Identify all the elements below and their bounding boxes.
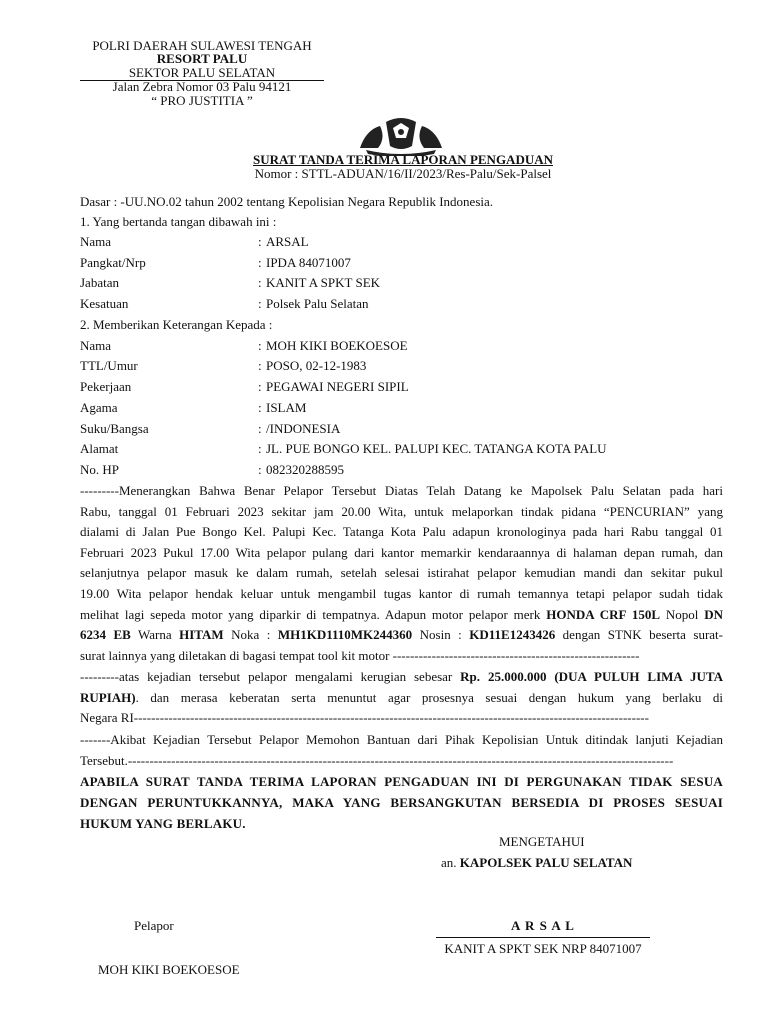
narrative-paragraph: [80, 481, 723, 666]
header-motto: “ PRO JUSTITIA ”: [151, 93, 253, 108]
field-label: No. HP: [80, 462, 120, 477]
field-value: KANIT A SPKT SEK: [266, 275, 381, 290]
loss-text: . dan merasa keberatan serta menuntut agar prosesnya sesuai dengan hukum yang berlaku di: [135, 689, 723, 705]
narrative-line: Februari 2023 Pukul 17.00 Wita pelapor pulang dari kantor memarkir kendaraannya di halaman depan rumah, dan: [80, 544, 723, 560]
officer-title: KANIT A SPKT SEK NRP 84071007: [444, 941, 642, 956]
header-resort-line: RESORT PALU: [156, 51, 248, 66]
loss-amount: Rp. 25.000.000 (DUA PULUH LIMA JUTA: [460, 669, 723, 684]
acknowledged-label: MENGETAHUI: [499, 834, 585, 849]
header-address: Jalan Zebra Nomor 03 Palu 94121: [112, 79, 292, 94]
header-polri-line: POLRI DAERAH SULAWESI TENGAH: [92, 38, 312, 53]
narrative-text: Noka :: [223, 627, 278, 643]
reporter-name: MOH KIKI BOEKOESOE: [98, 962, 240, 977]
narrative-text: Nopol: [660, 606, 705, 622]
loss-line: Negara RI-----------------------------------------------------------------------------------------------------------------------: [80, 710, 649, 726]
field-colon: :: [258, 234, 262, 249]
narrative-text: melihat lagi sepeda motor yang diparkir di tempatnya. Adapun motor pelapor merk: [80, 606, 547, 622]
field-value: PEGAWAI NEGERI SIPIL: [266, 379, 409, 394]
police-emblem-icon: [356, 114, 446, 156]
reporter-label: Pelapor: [134, 918, 174, 933]
field-colon: :: [258, 462, 262, 477]
narrative-line: dialami di Jalan Pue Bongo Kel. Palupi Kec. Tatanga Kota Palu adapun kronologinya pada hari Rabu tanggal 01: [80, 524, 723, 540]
on-behalf-title: KAPOLSEK PALU SELATAN: [459, 855, 633, 870]
loss-paragraph: [80, 667, 723, 729]
field-value: ARSAL: [266, 234, 309, 249]
document-title: SURAT TANDA TERIMA LAPORAN PENGADUAN: [253, 152, 553, 167]
field-colon: :: [258, 338, 262, 353]
narrative-line: ---------Menerangkan Bahwa Benar Pelapor Tersebut Diatas Telah Datang ke Mapolsek Palu Selatan pada hari: [80, 483, 723, 498]
vehicle-plate-number: 6234 EB: [80, 627, 131, 643]
request-line: Tersebut.------------------------------------------------------------------------------------------------------------------------------: [80, 752, 674, 768]
narrative-line: [80, 605, 723, 626]
field-value: IPDA 84071007: [266, 255, 351, 270]
field-colon: :: [258, 379, 262, 394]
vehicle-color: HITAM: [179, 627, 224, 643]
field-colon: :: [258, 441, 262, 456]
field-label: Kesatuan: [80, 296, 129, 311]
field-value: JL. PUE BONGO KEL. PALUPI KEC. TATANGA KOTA PALU: [266, 441, 607, 456]
section2-heading: 2. Memberikan Keterangan Kepada :: [80, 317, 273, 332]
warning-notice: [80, 771, 723, 834]
section1-heading: 1. Yang bertanda tangan dibawah ini :: [80, 214, 277, 229]
field-value: ISLAM: [266, 400, 307, 415]
narrative-line: surat lainnya yang diletakan di bagasi tempat tool kit motor ---------------------------------------------------------: [80, 647, 640, 663]
document-number: Nomor : STTL-ADUAN/16/II/2023/Res-Palu/Sek-Palsel: [254, 166, 552, 181]
field-label: Jabatan: [80, 275, 119, 290]
warning-line: DENGAN PERUNTUKKANNYA, MAKA YANG BERSANGKUTAN BERSEDIA DI PROSES SESUAI: [80, 795, 723, 810]
narrative-text: Nosin :: [412, 627, 470, 643]
loss-line: [80, 688, 723, 709]
field-colon: :: [258, 275, 262, 290]
field-value: 082320288595: [266, 462, 344, 477]
field-value: POSO, 02-12-1983: [266, 358, 367, 373]
field-colon: :: [258, 358, 262, 373]
field-colon: :: [258, 400, 262, 415]
narrative-line: 19.00 Wita pelapor hendak keluar untuk mengambil tugas kantor di rumah temannya tetapi pelapor sudah tidak: [80, 585, 723, 601]
on-behalf-line: [441, 855, 632, 871]
loss-amount-end: RUPIAH): [80, 689, 136, 705]
officer-name: A R S A L: [511, 918, 575, 933]
field-label: TTL/Umur: [80, 358, 138, 373]
field-label: Alamat: [80, 441, 119, 456]
warning-line: APABILA SURAT TANDA TERIMA LAPORAN PENGADUAN INI DI PERGUNAKAN TIDAK SESUA: [80, 774, 723, 789]
warning-line: HUKUM YANG BERLAKU.: [80, 816, 246, 831]
vehicle-plate-prefix: DN: [704, 606, 723, 622]
field-label: Suku/Bangsa: [80, 421, 149, 436]
loss-text: ---------atas kejadian tersebut pelapor mengalami kerugian sebesar: [80, 669, 461, 684]
field-colon: :: [258, 255, 262, 270]
request-paragraph: [80, 730, 723, 771]
field-label: Pangkat/Nrp: [80, 255, 146, 270]
signature-line: [436, 937, 650, 938]
vehicle-chassis-number: MH1KD1110MK244360: [277, 627, 413, 643]
narrative-text: dengan STNK beserta surat-: [555, 627, 723, 643]
narrative-line: Rabu, tanggal 01 Februari 2023 sekitar jam 20.00 Wita, untuk melaporkan tindak pidana “PENCURIAN” yang: [80, 503, 723, 519]
vehicle-engine-number: KD11E1243426: [469, 627, 556, 643]
field-value: /INDONESIA: [266, 421, 341, 436]
field-colon: :: [258, 296, 262, 311]
on-behalf-prefix: an.: [441, 855, 460, 870]
request-line: -------Akibat Kejadian Tersebut Pelapor Memohon Bantuan dari Pihak Kepolisian Untuk ditindak lanjuti Kejadian: [80, 732, 723, 747]
loss-line: [80, 667, 723, 688]
field-label: Nama: [80, 338, 112, 353]
field-value: Polsek Palu Selatan: [266, 296, 369, 311]
narrative-text: Warna: [130, 627, 180, 643]
field-value: MOH KIKI BOEKOESOE: [266, 338, 408, 353]
narrative-line: [80, 625, 723, 646]
field-label: Pekerjaan: [80, 379, 132, 394]
legal-basis: Dasar : -UU.NO.02 tahun 2002 tentang Kepolisian Negara Republik Indonesia.: [80, 194, 494, 209]
header-sektor-line: SEKTOR PALU SELATAN: [128, 65, 276, 80]
narrative-line: selanjutnya pelapor masuk ke dalam rumah, setelah selesai istirahat pelapor kemudian mandi dan sekitar pukul: [80, 565, 723, 581]
field-colon: :: [258, 421, 262, 436]
field-label: Agama: [80, 400, 118, 415]
field-label: Nama: [80, 234, 112, 249]
vehicle-brand: HONDA CRF 150L: [546, 606, 661, 622]
